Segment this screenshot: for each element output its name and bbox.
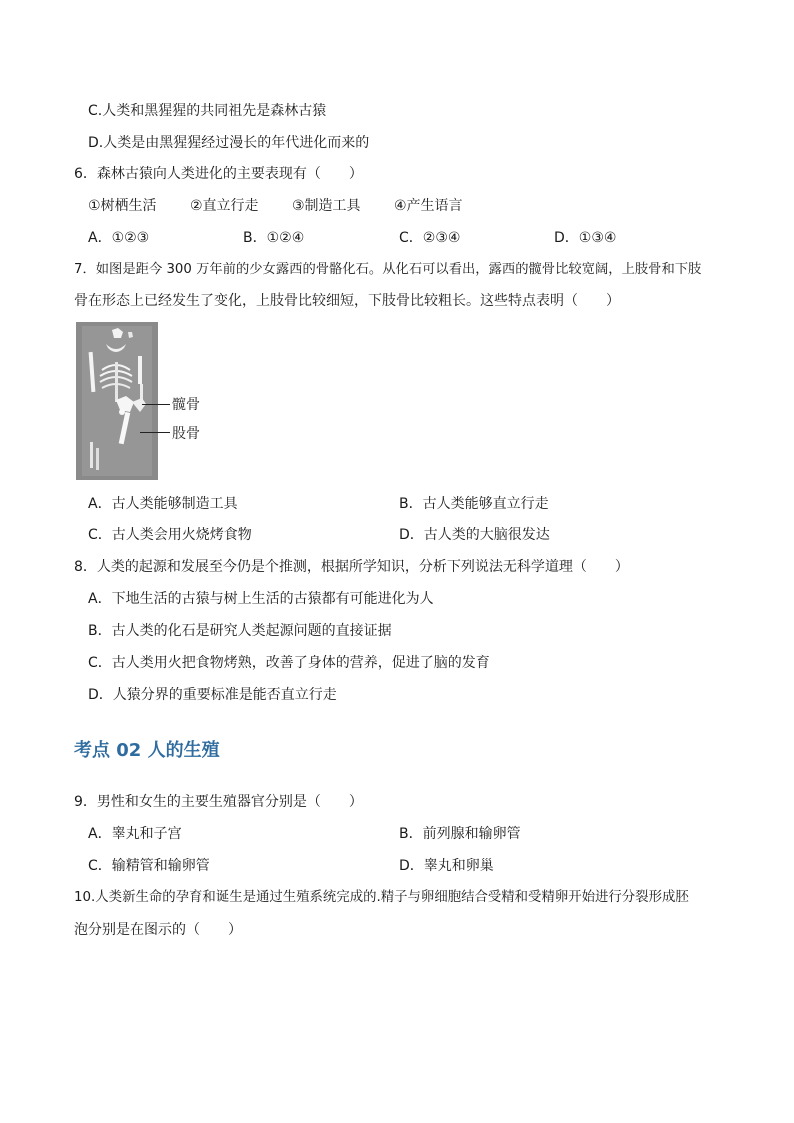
q9-option-b: B．前列腺和输卵管	[399, 826, 521, 842]
q6-item-4: ④产生语言	[394, 198, 463, 214]
section-heading: 考点 02 人的生殖	[74, 740, 220, 761]
q10-stem-line-2: 泡分别是在图示的（ ）	[74, 922, 242, 938]
q9-stem: 9．男性和女生的主要生殖器官分别是（ ）	[74, 794, 363, 810]
q8-option-c: C．古人类用火把食物烤熟，改善了身体的营养，促进了脑的发育	[88, 655, 490, 671]
lucy-skeleton-fossil-image	[76, 322, 158, 480]
q6-option-d: D．①③④	[554, 230, 617, 246]
q9-option-c: C．输精管和输卵管	[88, 858, 210, 874]
femur-label: 股骨	[172, 426, 200, 442]
q6-item-2: ②直立行走	[190, 198, 259, 214]
q7-option-a: A．古人类能够制造工具	[88, 496, 238, 512]
q6-option-b: B．①②④	[243, 230, 305, 246]
skeleton-bones-illustration	[76, 322, 158, 480]
q6-option-a: A．①②③	[88, 230, 150, 246]
q5-option-c: C.人类和黑猩猩的共同祖先是森林古猿	[88, 103, 327, 119]
q9-option-a: A．睾丸和子宫	[88, 826, 182, 842]
q7-option-c: C．古人类会用火烧烤食物	[88, 527, 252, 543]
q6-stem: 6．森林古猿向人类进化的主要表现有（ ）	[74, 166, 363, 182]
q7-option-b: B．古人类能够直立行走	[399, 496, 549, 512]
q5-option-d: D.人类是由黑猩猩经过漫长的年代进化而来的	[88, 135, 370, 151]
q7-stem-line-2: 骨在形态上已经发生了变化，上肢骨比较细短，下肢骨比较粗长。这些特点表明（ ）	[74, 293, 620, 309]
hip-label-leader-line	[142, 404, 170, 405]
q7-stem-line-1: 7．如图是距今 300 万年前的少女露西的骨骼化石。从化石可以看出，露西的髋骨比较宽阔，上肢骨和下肢	[74, 262, 702, 277]
q8-option-d: D．人猿分界的重要标准是能否直立行走	[88, 687, 337, 703]
femur-label-leader-line	[140, 432, 170, 433]
hip-bone-label: 髋骨	[172, 397, 200, 413]
q6-item-1: ①树栖生活	[88, 198, 157, 214]
q7-option-d: D．古人类的大脑很发达	[399, 527, 550, 543]
q9-option-d: D．睾丸和卵巢	[399, 858, 494, 874]
q6-item-3: ③制造工具	[292, 198, 361, 214]
q8-option-a: A．下地生活的古猿与树上生活的古猿都有可能进化为人	[88, 591, 434, 607]
q8-stem: 8．人类的起源和发展至今仍是个推测，根据所学知识，分析下列说法无科学道理（ ）	[74, 559, 629, 575]
q8-option-b: B．古人类的化石是研究人类起源问题的直接证据	[88, 623, 392, 639]
q10-stem-line-1: 10.人类新生命的孕育和诞生是通过生殖系统完成的.精子与卵细胞结合受精和受精卵开始进行分裂形成胚	[74, 890, 689, 905]
q6-option-c: C．②③④	[399, 230, 461, 246]
